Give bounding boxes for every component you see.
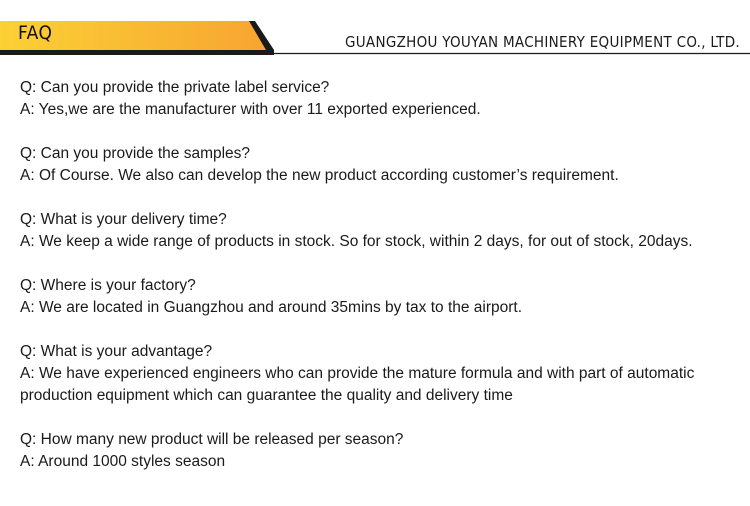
faq-question: Q: What is your advantage? xyxy=(20,343,213,360)
faq-item xyxy=(20,275,740,319)
faq-answer: A: We are located in Guangzhou and around 35mins by tax to the airport. xyxy=(20,299,523,316)
faq-question: Q: How many new product will be released per season? xyxy=(20,431,404,448)
header-banner xyxy=(0,0,750,60)
faq-item xyxy=(20,209,740,253)
faq-question: Q: Where is your factory? xyxy=(20,277,196,294)
faq-item xyxy=(20,429,740,473)
faq-banner-graphic xyxy=(0,0,750,60)
faq-item xyxy=(20,143,740,187)
faq-item xyxy=(20,341,740,407)
faq-answer: A: Yes,we are the manufacturer with over 11 exported experienced. xyxy=(20,101,481,118)
faq-question: Q: Can you provide the samples? xyxy=(20,145,251,162)
faq-item xyxy=(20,77,740,121)
faq-question: Q: Can you provide the private label service? xyxy=(20,79,330,96)
faq-answer: A: Around 1000 styles season xyxy=(20,453,226,470)
faq-answer: A: We have experienced engineers who can provide the mature formula and with part of automatic production equipment which can guarantee the quality and delivery time xyxy=(20,365,695,404)
faq-list xyxy=(20,77,740,495)
faq-answer: A: Of Course. We also can develop the new product according customer’s requirement. xyxy=(20,167,619,184)
faq-answer: A: We keep a wide range of products in stock. So for stock, within 2 days, for out of stock, 20days. xyxy=(20,233,693,250)
section-title: FAQ xyxy=(18,22,53,44)
faq-question: Q: What is your delivery time? xyxy=(20,211,227,228)
company-name: GUANGZHOU YOUYAN MACHINERY EQUIPMENT CO., LTD. xyxy=(344,33,740,51)
